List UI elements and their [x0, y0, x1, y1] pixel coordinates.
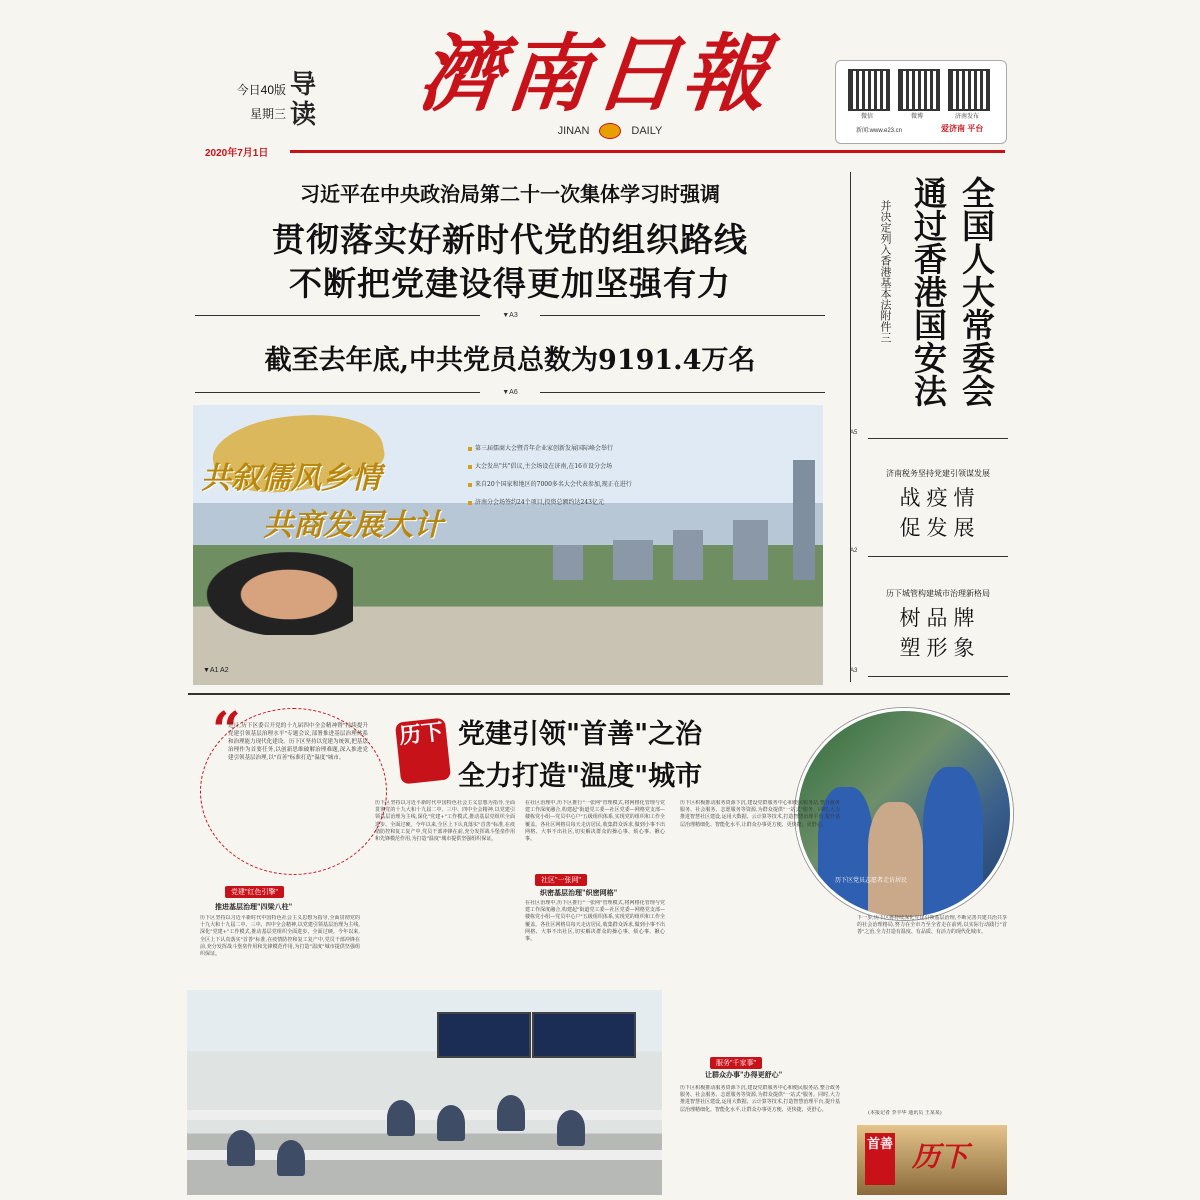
- qr-code-icon[interactable]: [948, 69, 990, 111]
- sidebar-headline-line: 促发展: [899, 516, 981, 540]
- sidebar-headline[interactable]: [895, 603, 985, 663]
- edition-info: [206, 78, 286, 126]
- person-figure: [868, 802, 923, 917]
- divider: [868, 676, 1008, 677]
- npc-subhead: 并决定列入香港基本法附件三: [879, 200, 892, 343]
- article-column: 在社区治理中,历下区推行"一张网"管理模式,将网格化管理与党建工作深度融合,构建起"街道党工委—社区党委—网格党支部—楼栋党小组—党员中心户"五级组织体系,实现党的组织和工作全覆盖。各社区网格员每天走访居民,收集群众诉求,做到小事不出网格、大事不出社区,切实解决群众的操心事、烦心事、揪心事。: [525, 900, 665, 943]
- ad-text: 历下: [912, 1140, 969, 1173]
- display-screen: [437, 1012, 531, 1058]
- date-line: [205, 144, 1005, 159]
- desk-row: [187, 1150, 662, 1160]
- byline: (本报记者 李丰华 通讯员 王某某): [868, 1110, 942, 1116]
- npc-headline-col2[interactable]: 通过香港国安法: [909, 176, 948, 407]
- worker-figure: [277, 1140, 305, 1176]
- sidebar-headline-line: 塑形象: [899, 636, 981, 660]
- lead-headline-line1[interactable]: 贯彻落实好新时代党的组织路线: [272, 220, 748, 259]
- quote-mark-icon: “: [212, 700, 241, 759]
- qr-code-icon[interactable]: [848, 69, 890, 111]
- quote-text: 近日,历下区委召开党的十九届四中全会精神暨"持续提升党建引领基层治理水平"专题会议,部署推进基层治理体系和治理能力现代化建设。历下区坚持以党建为统领,把基层治理作为首要任务,以创新思维破解治理难题,深入推进党建引领基层治理,以"首善"标准打造"温度"城市。: [228, 723, 368, 761]
- qr-label: 济南发布: [954, 114, 979, 120]
- section-tag: 服务"千家事": [710, 1057, 762, 1069]
- divider: [868, 438, 1008, 439]
- banner-slogan-1: 共叙儒风乡情: [201, 461, 381, 496]
- banner-bullet: 来自20个国家和地区的7000多名大会代表参加,现正在进行: [468, 479, 632, 488]
- banner-bullet: 济南分会场签约24个项目,投资总额约达243亿元: [468, 497, 604, 506]
- section-subhead: 让群众办事"办得更舒心": [705, 1070, 783, 1079]
- qr-code-icon[interactable]: [898, 69, 940, 111]
- banner-bullet: 大会发出"共"倡议,主会场设在济南,在16市设分会场: [468, 461, 612, 470]
- article-column: 历下区积极推动服务资源下沉,建设党群服务中心和便民服务站,整合政务服务、社会服务、志愿服务等资源,为群众提供"一站式"服务。同时,大力推进智慧社区建设,运用大数据、云计算等技术,打造智慧治理平台,提升基层治理精细化、智能化水平,让群众办事更方便、更快捷、更舒心。: [680, 800, 840, 828]
- sidebar-kicker: 济南税务坚持党建引领谋发展: [886, 469, 990, 478]
- article-column: 历下区积极推动服务资源下沉,建设党群服务中心和便民服务站,整合政务服务、社会服务、志愿服务等资源,为群众提供"一站式"服务。同时,大力推进智慧社区建设,运用大数据、云计算等技术,打造智慧治理平台,提升基层治理精细化、智能化水平,让群众办事更方便、更快捷、更舒心。: [680, 1085, 840, 1113]
- banner-slogan-2: 共商发展大计: [263, 508, 443, 543]
- feature-headline-line1[interactable]: 党建引领"首善"之治: [458, 719, 703, 750]
- handshake-image: [193, 545, 353, 635]
- jump-ref[interactable]: ▼A6: [480, 389, 540, 396]
- site-url[interactable]: 新闻:www.e23.cn: [856, 128, 903, 134]
- masthead-rule: [290, 150, 1005, 153]
- sidebar-kicker: 历下城管构建城市治理新格局: [886, 589, 990, 598]
- jump-ref[interactable]: ▼A1 A2: [203, 667, 229, 674]
- sidebar-headline-line: 战疫情: [899, 486, 981, 510]
- page-tag[interactable]: A5: [850, 430, 858, 436]
- qr-label: 微博: [910, 114, 923, 120]
- platform-label: 爱济南 平台: [941, 124, 984, 133]
- corner-ad[interactable]: [857, 1125, 1007, 1195]
- weekday: 星期三: [249, 107, 286, 121]
- masthead-sub-left: JINAN: [557, 125, 590, 137]
- masthead-sub-right: DAILY: [631, 125, 663, 137]
- photo-caption: 历下区党员志愿者走访居民: [835, 877, 908, 884]
- page-tag[interactable]: A3: [850, 668, 858, 674]
- skyline-tower: [793, 460, 815, 580]
- skyline-building: [673, 530, 703, 580]
- worker-figure: [497, 1095, 525, 1131]
- page-tag[interactable]: A2: [850, 548, 858, 554]
- issue-date: 2020年7月1日: [205, 148, 269, 159]
- qr-code-panel: [835, 60, 1007, 144]
- lixia-seal: 历下: [395, 718, 451, 785]
- npc-headline-col1[interactable]: 全国人大常委会: [957, 176, 996, 407]
- ad-seal: 首善: [865, 1133, 895, 1185]
- banner-bullet: 第三届儒商大会暨青年企业家创新发展国际峰会举行: [468, 443, 613, 452]
- masthead-subtitle: [520, 122, 700, 140]
- article-column: 下一步,历下区将持续深化党建引领基层治理,不断完善共建共治共享的社会治理格局,努力在全市乃至全省走在前列,以实际行动践行"首善"之治,全力打造有温度、有品质、有活力的现代化城市。: [857, 915, 1007, 936]
- lead-kicker: 习近平在中央政治局第二十一次集体学习时强调: [300, 182, 720, 206]
- divider: [868, 556, 1008, 557]
- section-tag: 社区"一张网": [535, 874, 587, 886]
- section-rule: [188, 693, 1010, 695]
- skyline-building: [553, 545, 583, 580]
- article-column: 历下区坚持以习近平新时代中国特色社会主义思想为指导,全面贯彻党的十九大和十九届二中、三中、四中全会精神,以党建引领基层治理为主线,深化"党建+"工作模式,推动基层党组织全面进步、全面过硬。今年以来,全区上下认真落实"首善"标准,在疫情防控和复工复产中,党员干部冲锋在前,充分发挥战斗堡垒作用和先锋模范作用,为打造"温度"城市提供坚强组织保证。: [375, 800, 515, 843]
- guide-label: 导读: [290, 70, 317, 130]
- article-column: 在社区治理中,历下区推行"一张网"管理模式,将网格化管理与党建工作深度融合,构建起"街道党工委—社区党委—网格党支部—楼栋党小组—党员中心户"五级组织体系,实现党的组织和工作全覆盖。各社区网格员每天走访居民,收集群众诉求,做到小事不出网格、大事不出社区,切实解决群众的操心事、烦心事、揪心事。: [525, 800, 665, 843]
- desk-row: [187, 1110, 662, 1120]
- person-figure: [923, 767, 983, 917]
- jump-ref[interactable]: ▼A3: [480, 312, 540, 319]
- skyline-building: [733, 520, 768, 580]
- banner-photo[interactable]: [193, 405, 823, 685]
- worker-figure: [437, 1105, 465, 1141]
- display-screen: [532, 1012, 636, 1058]
- command-center-photo[interactable]: [187, 990, 662, 1195]
- qr-label: 微信: [860, 114, 873, 120]
- second-headline[interactable]: 截至去年底,中共党员总数为9191.4万名: [264, 345, 756, 376]
- section-subhead: 织密基层治理"织密网格": [540, 888, 618, 897]
- section-tag: 党建"红色引擎": [225, 886, 284, 898]
- worker-figure: [227, 1130, 255, 1166]
- sidebar-headline[interactable]: [895, 483, 985, 543]
- lead-headline-line2[interactable]: 不断把党建设得更加坚强有力: [289, 264, 731, 303]
- sidebar-headline-line: 树品牌: [899, 606, 981, 630]
- sidebar-rule: [850, 172, 851, 682]
- worker-figure: [557, 1110, 585, 1146]
- worker-figure: [387, 1100, 415, 1136]
- masthead-logo: 濟南日報: [413, 24, 777, 123]
- emblem-icon: [599, 123, 621, 139]
- edition-count: 今日40版: [236, 83, 286, 97]
- article-column: 历下区坚持以习近平新时代中国特色社会主义思想为指导,全面贯彻党的十九大和十九届二中、三中、四中全会精神,以党建引领基层治理为主线,深化"党建+"工作模式,推动基层党组织全面进步、全面过硬。今年以来,全区上下认真落实"首善"标准,在疫情防控和复工复产中,党员干部冲锋在前,充分发挥战斗堡垒作用和先锋模范作用,为打造"温度"城市提供坚强组织保证。: [200, 915, 360, 958]
- section-subhead: 推进基层治理"四梁八柱": [215, 902, 293, 911]
- feature-headline-line2[interactable]: 全力打造"温度"城市: [458, 761, 703, 792]
- skyline-building: [613, 540, 653, 580]
